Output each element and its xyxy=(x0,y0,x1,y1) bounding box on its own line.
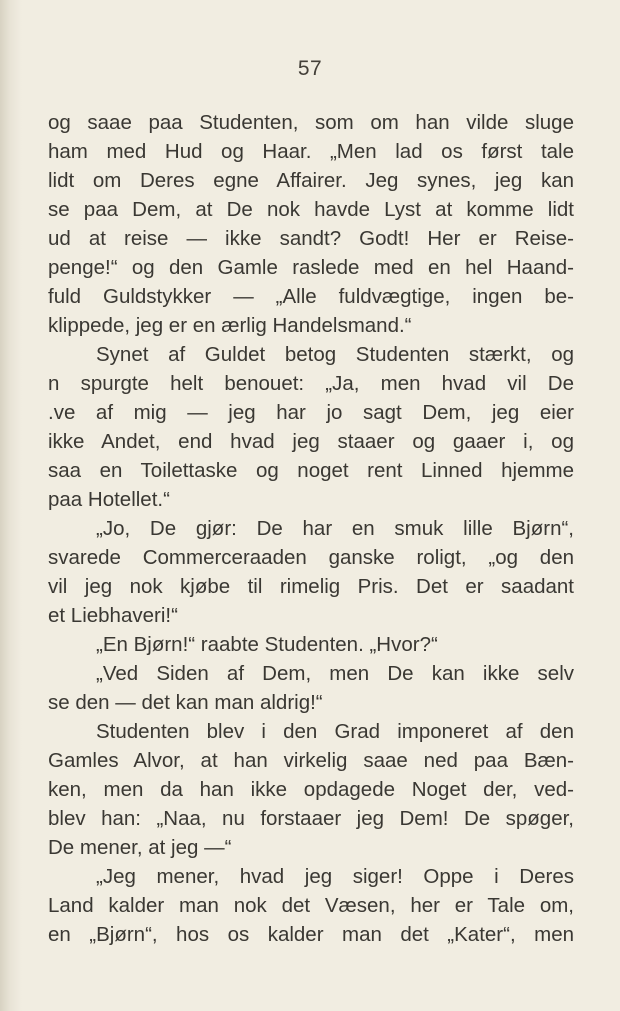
text-line: De mener, at jeg —“ xyxy=(48,836,232,859)
text-line: ud at reise — ikke sandt? Godt! Her er Reise- xyxy=(48,227,574,250)
text-line: Land kalder man nok det Væsen, her er Tale om, xyxy=(48,894,574,917)
text-line: fuld Guldstykker — „Alle fuldvægtige, ingen be- xyxy=(48,285,574,308)
text-line: „Jeg mener, hvad jeg siger! Oppe i Deres xyxy=(96,865,574,888)
text-line: ikke Andet, end hvad jeg staaer og gaaer i, og xyxy=(48,430,574,453)
text-line: ken, men da han ikke opdagede Noget der, ved- xyxy=(48,778,574,801)
body-text xyxy=(48,108,574,949)
text-line: svarede Commerceraaden ganske roligt, „og den xyxy=(48,546,574,569)
text-line: se paa Dem, at De nok havde Lyst at komme lidt xyxy=(48,198,574,221)
text-line: en „Bjørn“, hos os kalder man det „Kater“, men xyxy=(48,923,574,946)
text-line: .ve af mig — jeg har jo sagt Dem, jeg eier xyxy=(48,401,574,424)
text-line: „Ved Siden af Dem, men De kan ikke selv xyxy=(96,662,574,685)
text-line: Gamles Alvor, at han virkelig saae ned paa Bæn- xyxy=(48,749,574,772)
text-line: og saae paa Studenten, som om han vilde sluge xyxy=(48,111,574,134)
text-line: penge!“ og den Gamle raslede med en hel Haand- xyxy=(48,256,574,279)
text-line: ham med Hud og Haar. „Men lad os først tale xyxy=(48,140,574,163)
text-line: blev han: „Naa, nu forstaaer jeg Dem! De spøger, xyxy=(48,807,574,830)
text-line: Synet af Guldet betog Studenten stærkt, og xyxy=(96,343,574,366)
page-number: 57 xyxy=(297,57,323,80)
text-line: paa Hotellet.“ xyxy=(48,488,170,511)
text-line: vil jeg nok kjøbe til rimelig Pris. Det er saadant xyxy=(48,575,574,598)
text-line: „En Bjørn!“ raabte Studenten. „Hvor?“ xyxy=(96,633,438,656)
text-line: saa en Toilettaske og noget rent Linned hjemme xyxy=(48,459,574,482)
text-line: se den — det kan man aldrig!“ xyxy=(48,691,323,714)
text-line: et Liebhaveri!“ xyxy=(48,604,178,627)
text-line: lidt om Deres egne Affairer. Jeg synes, jeg kan xyxy=(48,169,574,192)
text-line: n spurgte helt benouet: „Ja, men hvad vil De xyxy=(48,372,574,395)
text-line: Studenten blev i den Grad imponeret af den xyxy=(96,720,574,743)
text-line: klippede, jeg er en ærlig Handelsmand.“ xyxy=(48,314,412,337)
text-line: „Jo, De gjør: De har en smuk lille Bjørn“, xyxy=(96,517,574,540)
